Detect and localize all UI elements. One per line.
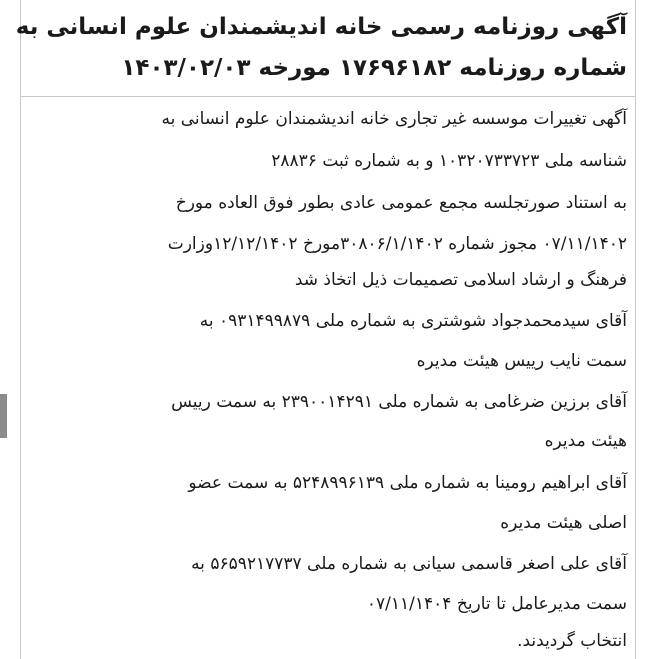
left-edge-marker <box>0 394 7 438</box>
body-line-1: آگهی تغییرات موسسه غیر تجاری خانه اندیشمندان علوم انسانی به <box>161 109 627 129</box>
body-line-14: انتخاب گردیدند. <box>517 631 627 651</box>
body-line-9: هیئت مدیره <box>544 431 627 451</box>
body-line-3: به استناد صورتجلسه مجمع عمومی عادی بطور فوق العاده مورخ <box>175 193 627 213</box>
body-line-10: آقای ابراهیم رومینا به شماره ملی ۵۲۴۸۹۹۶۱۳۹ به سمت عضو <box>188 473 627 493</box>
body-line-4: ۰۷/۱۱/۱۴۰۲ مجوز شماره ۳۰۸۰۶/۱/۱۴۰۲مورخ ۱۲/۱۲/۱۴۰۲وزارت <box>167 234 627 254</box>
body-line-13: سمت مدیرعامل تا تاریخ ۰۷/۱۱/۱۴۰۴ <box>366 594 627 614</box>
body-line-7: سمت نایب رییس هیئت مدیره <box>416 351 627 371</box>
notice-title-line-1: آگهی روزنامه رسمی خانه اندیشمندان علوم انسانی به <box>15 14 627 40</box>
body-line-6: آقای سیدمحمدجواد شوشتری به شماره ملی ۰۹۳۱۴۹۹۸۷۹ به <box>199 311 627 331</box>
body-line-2: شناسه ملی ۱۰۳۲۰۷۳۳۷۲۳ و به شماره ثبت ۲۸۸۳۶ <box>271 151 627 171</box>
title-divider <box>21 96 635 97</box>
notice-title-line-2: شماره روزنامه ۱۷۶۹۶۱۸۲ مورخه ۱۴۰۳/۰۲/۰۳ <box>121 55 627 81</box>
body-line-12: آقای علی اصغر قاسمی سیانی به شماره ملی ۵۶۵۹۲۱۷۷۳۷ به <box>191 554 627 574</box>
body-line-8: آقای برزین ضرغامی به شماره ملی ۲۳۹۰۰۱۴۲۹۱ به سمت رییس <box>171 392 627 412</box>
newspaper-notice <box>15 0 636 659</box>
body-line-11: اصلی هیئت مدیره <box>500 513 627 533</box>
body-line-5: فرهنگ و ارشاد اسلامی تصمیمات ذیل اتخاذ شد <box>294 270 627 290</box>
